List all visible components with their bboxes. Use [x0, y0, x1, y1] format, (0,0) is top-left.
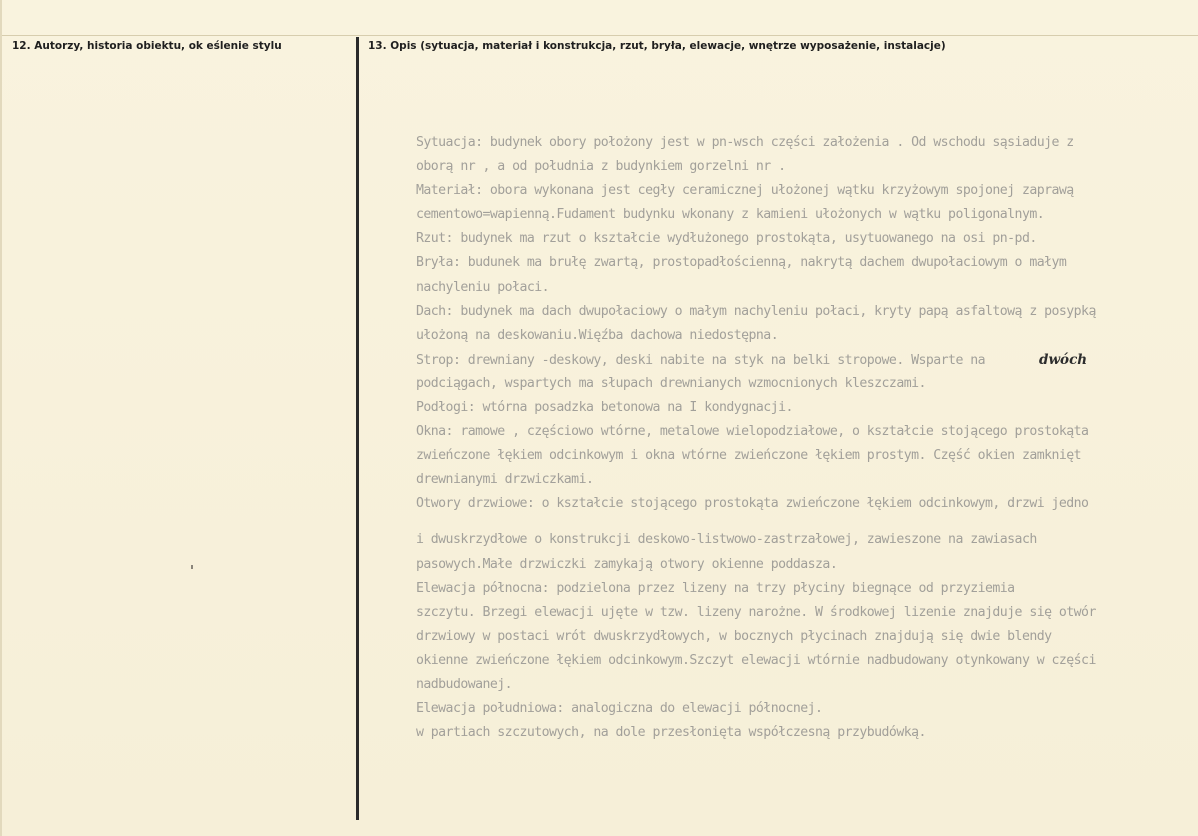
handwritten-word: dwóch: [1039, 351, 1088, 368]
text-line: nadbudowanej.: [416, 676, 513, 692]
top-rule: [2, 35, 1198, 36]
text-line: cementowo=wapienną.Fudament budynku wkonany z kamieni ułożonych w wątku poligonalnym.: [416, 207, 1045, 223]
text-line: Sytuacja: budynek obory położony jest w pn-wsch części założenia . Od wschodu sąsiaduje z: [416, 135, 1074, 150]
description-text: [416, 131, 1196, 745]
text-line: szczytu. Brzegi elewacji ujęte w tzw. lizeny narożne. W środkowej lizenie znajduje się otwór: [416, 604, 1096, 620]
text-line: oborą nr , a od południa z budynkiem gorzelni nr .: [416, 159, 786, 175]
text-line: okienne zwieńczone łękiem odcinkowym.Szczyt elewacji wtórnie nadbudowany otynkowany w części: [416, 652, 1096, 668]
text-line: Podłogi: wtórna posadzka betonowa na I kondygnacji.: [416, 400, 793, 416]
text-line: Materiał: obora wykonana jest cegły ceramicznej ułożonej wątku krzyżowym spojonej zaprawą: [416, 183, 1074, 199]
text-line: Okna: ramowe , częściowo wtórne, metalowe wielopodziałowe, o kształcie stojącego prostokąta: [416, 424, 1089, 440]
text-line: Otwory drzwiowe: o kształcie stojącego prostokąta zwieńczone łękiem odcinkowym, drzwi jedno: [416, 496, 1089, 512]
text-segment: Strop: drewniany -deskowy, deski nabite na styk na belki stropowe. Wsparte na: [416, 352, 985, 368]
text-line: Dach: budynek ma dach dwupołaciowy o małym nachyleniu połaci, kryty papą asfaltową z posypką: [416, 303, 1096, 319]
text-line: ułożoną na deskowaniu.Więźba dachowa niedostępna.: [416, 327, 779, 343]
column-divider: [356, 40, 359, 820]
text-line: i dwuskrzydłowe o konstrukcji deskowo-listwowo-zastrzałowej, zawieszone na zawiasach: [416, 532, 1037, 548]
field-13-header: 13. Opis (sytuacja, materiał i konstrukcja, rzut, bryła, elewacje, wnętrze wyposażenie, instalacje): [368, 40, 946, 52]
text-line-with-handwriting: [416, 348, 1196, 372]
text-line: drewnianymi drzwiczkami.: [416, 472, 594, 488]
field-12-header: 12. Autorzy, historia obiektu, ok eślenie stylu: [12, 40, 282, 52]
text-line: Rzut: budynek ma rzut o kształcie wydłużonego prostokąta, usytuowanego na osi pn-pd.: [416, 231, 1037, 247]
text-line: zwieńczone łękiem odcinkowym i okna wtórne zwieńczone łękiem prostym. Część okien zamknięt: [416, 448, 1082, 464]
text-line: nachyleniu połaci.: [416, 279, 550, 295]
text-line: w partiach szczutowych, na dole przesłonięta współczesną przybudówką.: [416, 725, 926, 741]
text-line: Elewacja północna: podzielona przez lizeny na trzy płyciny biegnące od przyziemia: [416, 580, 1015, 596]
paper-speck: [191, 565, 193, 569]
text-line: podciągach, wspartych ma słupach drewnianych wzmocnionych kleszczami.: [416, 375, 926, 391]
text-line: Bryła: budunek ma brułę zwartą, prostopadłościenną, nakrytą dachem dwupołaciowym o małym: [416, 255, 1067, 271]
text-line: drzwiowy w postaci wrót dwuskrzydłowych, w bocznych płycinach znajdują się dwie blendy: [416, 628, 1052, 644]
text-line: Elewacja południowa: analogiczna do elewacji północnej.: [416, 701, 823, 717]
text-line: pasowych.Małe drzwiczki zamykają otwory okienne poddasza.: [416, 556, 838, 572]
